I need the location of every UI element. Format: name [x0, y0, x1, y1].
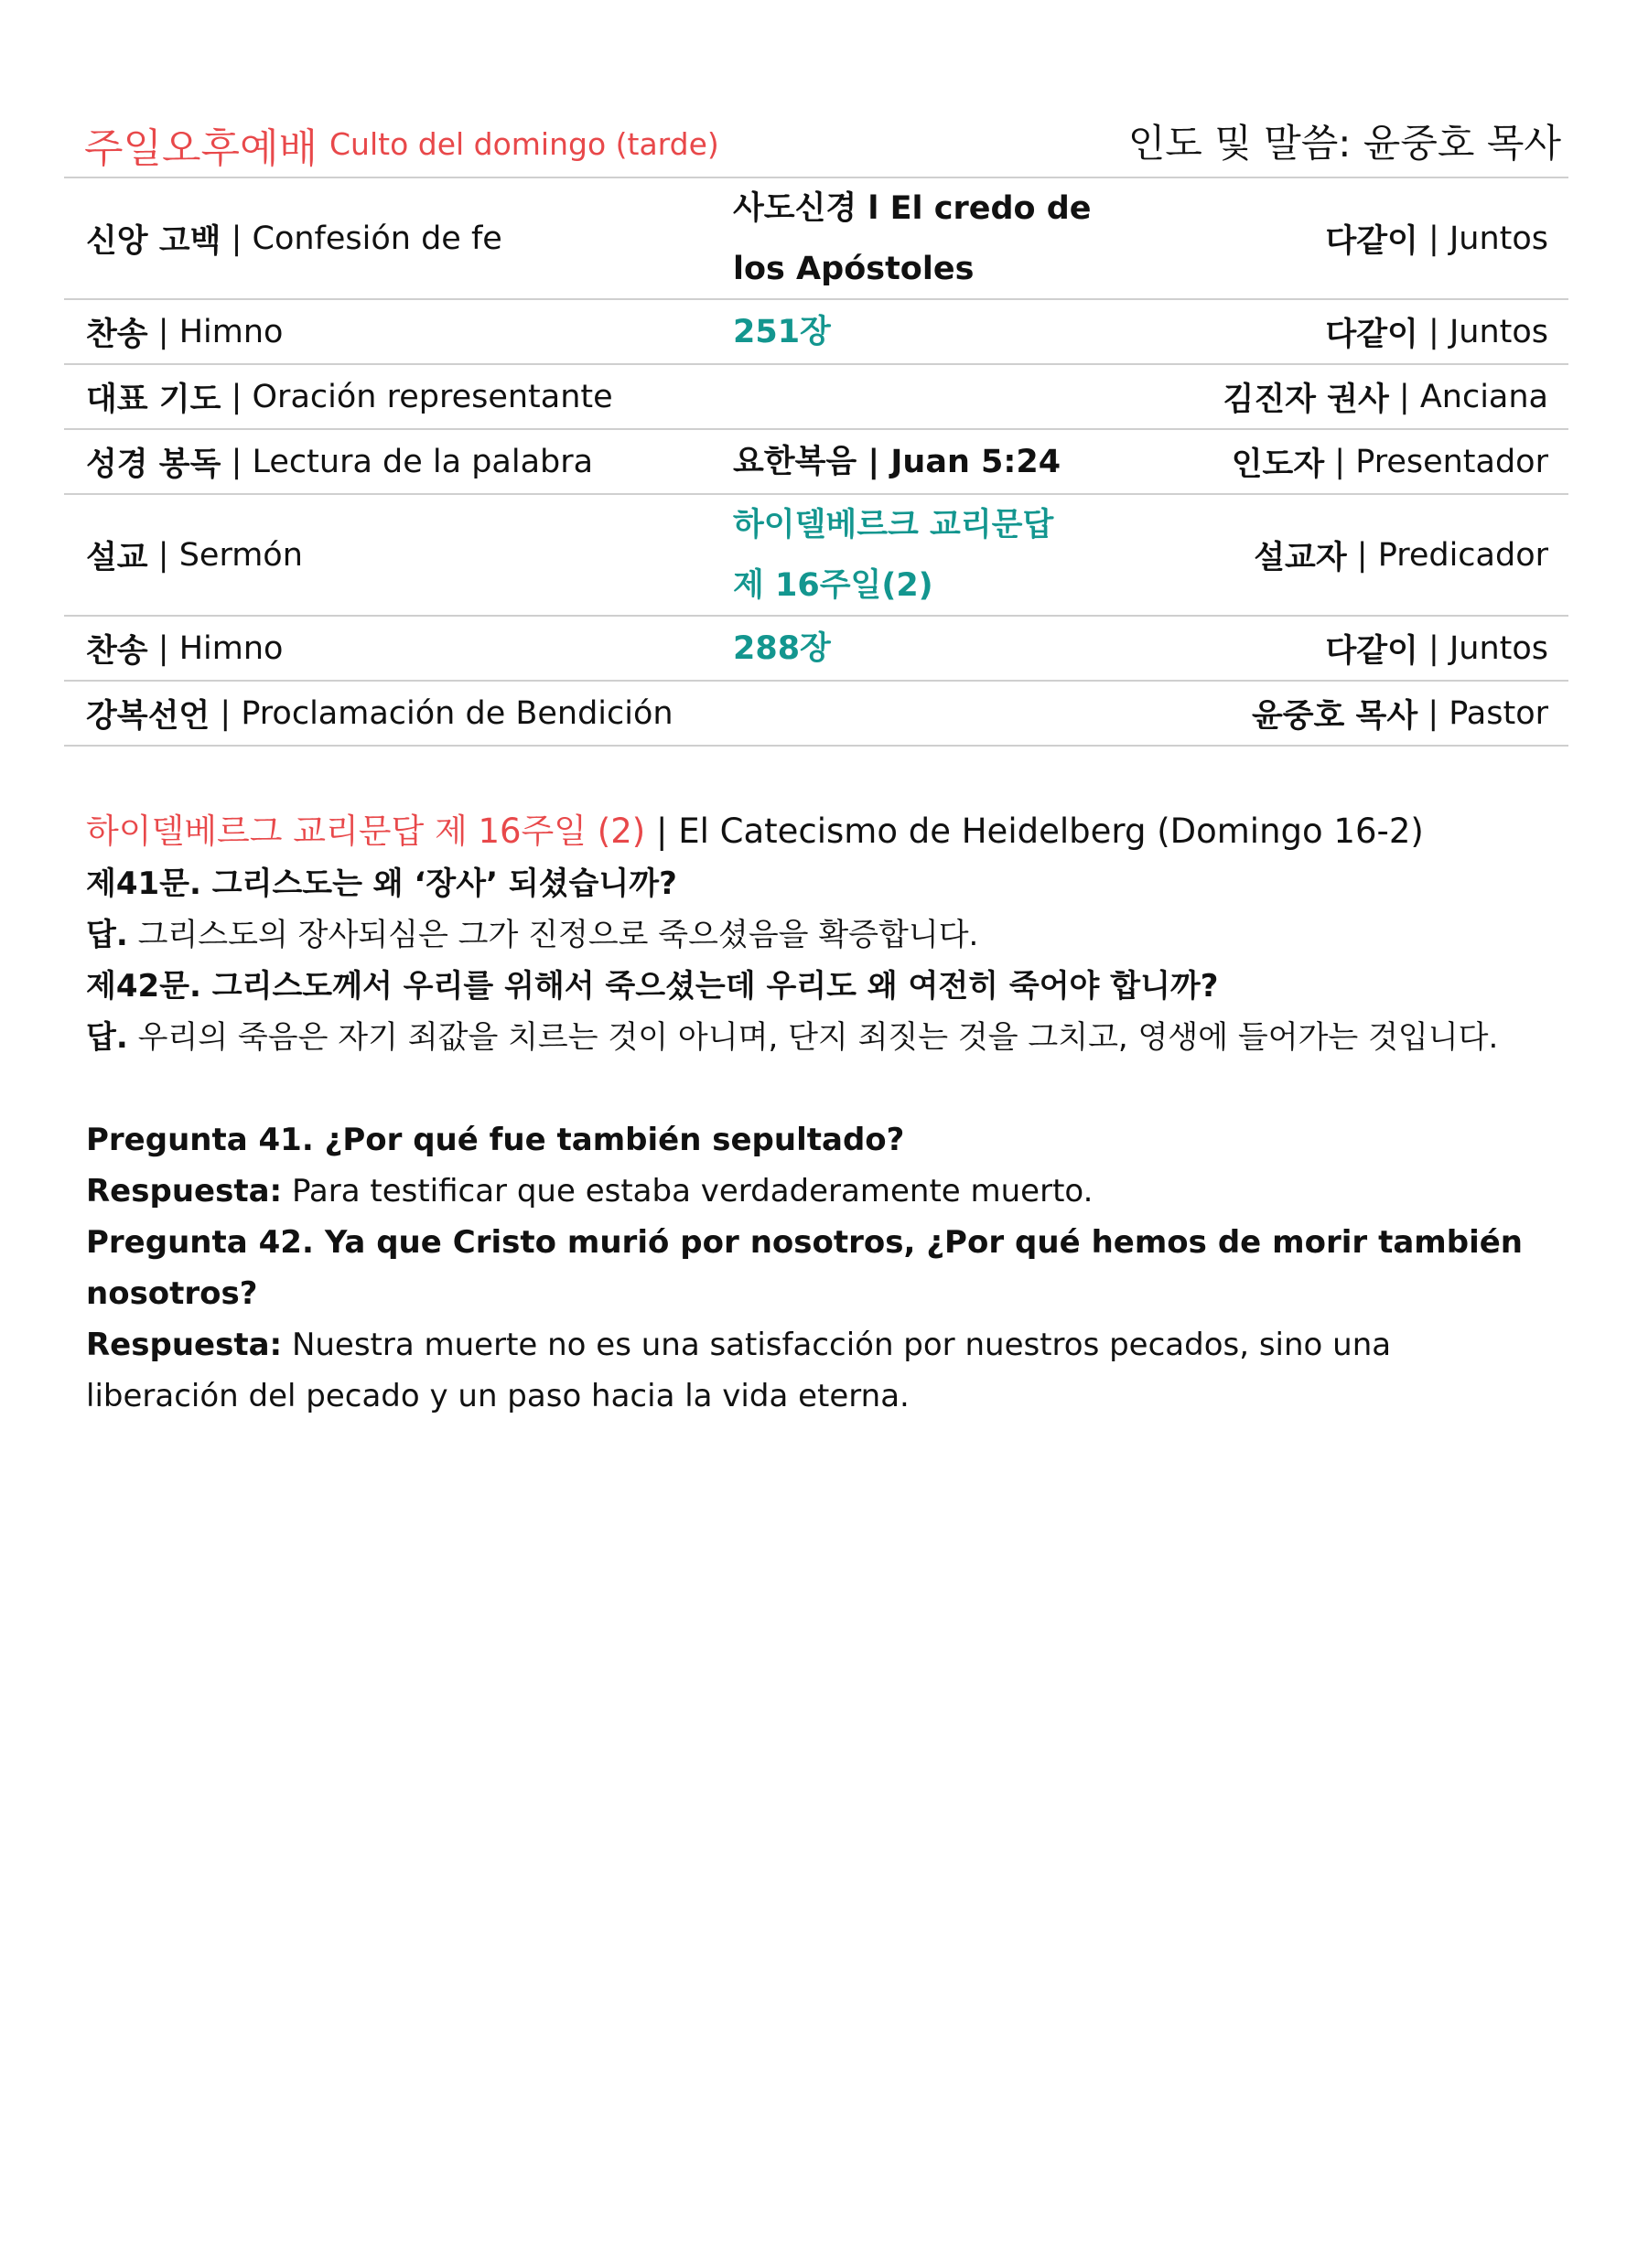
order-detail	[733, 617, 831, 680]
participant-korean: 윤중호 목사	[1251, 697, 1418, 735]
order-item-spanish: Proclamación de Bendición	[241, 694, 673, 732]
order-participant: 인도자 | Presentador	[1232, 430, 1548, 493]
order-item-spanish: Lectura de la palabra	[252, 443, 594, 480]
participant-korean: 김진자 권사	[1223, 381, 1389, 418]
participant-spanish: Presentador	[1355, 443, 1548, 480]
order-of-worship-table	[64, 177, 1568, 747]
order-item: 대표 기도 | Oración representante	[86, 365, 613, 428]
order-row-reading	[64, 430, 1568, 495]
order-item-spanish: Sermón	[178, 536, 303, 574]
order-item-korean: 대표 기도	[86, 381, 221, 418]
participant-spanish: Anciana	[1419, 378, 1548, 415]
participant-spanish: Pastor	[1449, 694, 1548, 732]
order-participant: 김진자 권사 | Anciana	[1223, 365, 1548, 428]
hymn-number: 251장	[733, 313, 831, 350]
order-item-korean: 신앙 고백	[86, 222, 221, 260]
catechism-heading: 하이델베르그 교리문답 제 16주일 (2) | El Catecismo de Heidelberg (Domingo 16-2)	[86, 812, 1424, 851]
order-item: 신앙 고백 | Confesión de fe	[86, 178, 502, 298]
order-item: 찬송 | Himno	[86, 300, 283, 363]
service-title-spanish: Culto del domingo (tarde)	[329, 126, 719, 162]
order-participant: 설교자 | Predicador	[1254, 495, 1548, 615]
order-item: 성경 봉독 | Lectura de la palabra	[86, 430, 593, 493]
order-item: 설교 | Sermón	[86, 495, 303, 615]
service-title-korean: 주일오후예배	[84, 125, 318, 172]
catechism-heading-spanish: El Catecismo de Heidelberg (Domingo 16-2)	[678, 812, 1424, 851]
order-participant: 윤중호 목사 | Pastor	[1252, 682, 1548, 745]
answer-label: 답.	[86, 917, 128, 953]
participant-korean: 다같이	[1325, 316, 1418, 353]
sermon-title-line: 하이델베르크 교리문답	[733, 506, 1054, 543]
answer-text: Nuestra muerte no es una satisfacción por nuestros pecados, sino una	[291, 1327, 1392, 1363]
question-41-korean: 제41문. 그리스도는 왜 ‘장사’ 되셨습니까?	[86, 865, 677, 902]
order-row-hymn-1	[64, 300, 1568, 365]
catechism-heading-korean: 하이델베르그 교리문답 제 16주일 (2)	[86, 812, 646, 851]
participant-spanish: Predicador	[1377, 536, 1548, 574]
answer-text: 우리의 죽음은 자기 죄값을 치르는 것이 아니며, 단지 죄짓는 것을 그치고, 영생에 들어가는 것입니다.	[137, 1019, 1499, 1056]
participant-korean: 인도자	[1231, 446, 1325, 483]
catechism-section	[86, 805, 1523, 1422]
order-participant: 다같이 | Juntos	[1325, 300, 1548, 363]
order-item: 찬송 | Himno	[86, 617, 283, 680]
scripture-reference: 요한복음 | Juan 5:24	[733, 443, 1061, 480]
order-detail	[733, 495, 1053, 615]
header	[84, 108, 1561, 172]
order-item-korean: 찬송	[86, 632, 148, 670]
order-detail-line: los Apóstoles	[733, 250, 975, 287]
answer-label: Respuesta:	[86, 1173, 283, 1209]
order-item-korean: 설교	[86, 539, 148, 576]
order-item-spanish: Himno	[178, 313, 284, 350]
order-item-korean: 찬송	[86, 316, 148, 353]
order-row-prayer	[64, 365, 1568, 430]
order-detail	[733, 178, 1092, 298]
order-participant: 다같이 | Juntos	[1325, 617, 1548, 680]
question-42-korean: 제42문. 그리스도께서 우리를 위해서 죽으셨는데 우리도 왜 여전히 죽어야 합니까?	[86, 968, 1219, 1005]
answer-label: 답.	[86, 1019, 128, 1056]
order-item-spanish: Himno	[178, 629, 284, 667]
question-41-spanish: Pregunta 41. ¿Por qué fue también sepultado?	[86, 1122, 905, 1158]
participant-spanish: Juntos	[1449, 220, 1548, 257]
participant-korean: 설교자	[1254, 539, 1347, 576]
order-item-spanish: Oración representante	[252, 378, 613, 415]
order-row-benediction	[64, 682, 1568, 747]
participant-korean: 다같이	[1325, 222, 1418, 260]
participant-spanish: Juntos	[1449, 629, 1548, 667]
answer-text: 그리스도의 장사되심은 그가 진정으로 죽으셨음을 확증합니다.	[137, 917, 979, 953]
participant-spanish: Juntos	[1449, 313, 1548, 350]
section-spacer	[86, 1063, 1523, 1114]
answer-text: Para testificar que estaba verdaderamente muerto.	[291, 1173, 1094, 1209]
order-item-korean: 강복선언	[86, 697, 210, 735]
answer-42-spanish-continued: liberación del pecado y un paso hacia la vida eterna.	[86, 1378, 910, 1414]
order-participant: 다같이 | Juntos	[1325, 178, 1548, 298]
order-detail	[733, 430, 1061, 493]
order-item-spanish: Confesión de fe	[252, 220, 502, 257]
answer-42-korean	[86, 1012, 1523, 1063]
order-row-confession	[64, 178, 1568, 300]
participant-korean: 다같이	[1325, 632, 1418, 670]
order-item-korean: 성경 봉독	[86, 446, 221, 483]
order-detail-line: 사도신경 l El credo de	[733, 189, 1092, 227]
question-42-spanish: Pregunta 42. Ya que Cristo murió por nosotros, ¿Por qué hemos de morir también nosotros?	[86, 1224, 1523, 1312]
order-item: 강복선언 | Proclamación de Bendición	[86, 682, 673, 745]
order-row-hymn-2	[64, 617, 1568, 682]
order-detail	[733, 300, 831, 363]
order-row-sermon	[64, 495, 1568, 617]
answer-42-spanish	[86, 1319, 1523, 1370]
service-leader: 인도 및 말씀: 윤중호 목사	[1127, 121, 1561, 166]
sermon-title-line: 제 16주일(2)	[733, 566, 933, 604]
answer-41-korean	[86, 909, 1523, 961]
answer-label: Respuesta:	[86, 1327, 283, 1363]
answer-41-spanish	[86, 1166, 1523, 1217]
hymn-number: 288장	[733, 629, 831, 667]
